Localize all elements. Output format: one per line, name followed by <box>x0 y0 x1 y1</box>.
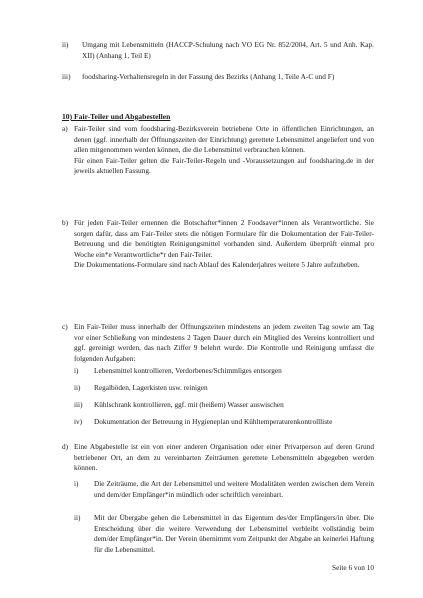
list-item <box>74 417 374 428</box>
paragraph-d <box>62 442 374 474</box>
paragraph-text: Fair-Teiler sind vom foodsharing-Bezirksverein betriebene Orte in öffentlichen Einrichtungen, an denen (ggf. innerhalb der Öffnungszeiten der Einrichtung) gerettete Lebensmittel angeliefert und von allen mitgenommen werden können, die die Lebensmittel verbrauchen können. <box>74 124 374 155</box>
list-item <box>62 40 374 61</box>
paragraph-label: a) <box>62 124 68 133</box>
page-number: Seite 6 von 10 <box>332 563 374 572</box>
item-number: ii) <box>62 40 69 49</box>
paragraph-text: Eine Abgabestelle ist ein von einer anderen Organisation oder einer Privatperson auf deren Grund betriebener Ort, an dem zu vereinbarten Zeiträumen gerettete Lebensmitteln abgegeben werden können. <box>74 442 374 473</box>
item-number: iv) <box>74 417 83 426</box>
list-item <box>62 72 374 83</box>
item-text: Regalböden, Lagerkisten usw. reinigen <box>94 383 208 392</box>
paragraph-label: b) <box>62 218 69 227</box>
item-number: iii) <box>62 72 71 81</box>
paragraph-text: Für jeden Fair-Teiler ernennen die Botschafter*innen 2 Foodsaver*innen als Verantwortliche. Sie sorgen dafür, dass am Fair-Teiler stets die nötigen Formulare für die Dokumentation der Fair-Teiler-Betreuung und die benötigten Reinigungsmittel vorhanden sind. Außerdem überprüft einmal pro Woche ein*e Verantwortliche*r den Fair-Teiler. <box>74 218 374 259</box>
paragraph-b <box>62 218 374 271</box>
item-text: Umgang mit Lebensmitteln (HACCP-Schulung nach VO EG Nr. 852/2004, Art. 5 und Anh. Kap. XII) (Anhang 1, Teil E) <box>82 40 374 60</box>
list-item <box>74 479 374 500</box>
paragraph-text: Für einen Fair-Teiler gelten die Fair-Teiler-Regeln und -Voraussetzungen auf foodsharing.de in der jeweils aktuellen Fassung. <box>74 155 374 176</box>
item-number: ii) <box>74 383 81 392</box>
paragraph-label: c) <box>62 322 68 331</box>
item-text: Dokumentation der Betreuung in Hygieneplan und Kühltemperaturenkontrollliste <box>94 417 333 426</box>
paragraph-label: d) <box>62 442 69 451</box>
list-item <box>74 383 374 394</box>
paragraph-a <box>62 124 374 177</box>
item-text: Die Zeiträume, die Art der Lebensmittel und weitere Modalitäten werden zwischen dem Verein und dem/der Empfänger*in mündlich oder schriftlich vereinbart. <box>94 479 374 499</box>
list-item <box>74 513 374 555</box>
section-heading: 10) Fair-Teiler und Abgabestellen <box>62 112 171 121</box>
list-item <box>74 400 374 411</box>
list-item <box>74 366 374 377</box>
item-text: Kühlschrank kontrollieren, ggf. mit (heißem) Wasser auswischen <box>94 400 284 409</box>
item-text: Lebensmittel kontrollieren, Verdorbenes/Schimmliges entsorgen <box>94 366 282 375</box>
item-number: i) <box>74 366 79 375</box>
paragraph-c <box>62 322 374 364</box>
item-text: foodsharing-Verhaltensregeln in der Fassung des Bezirks (Anhang 1, Teile A-C und F) <box>82 72 335 81</box>
item-number: iii) <box>74 400 83 409</box>
item-number: ii) <box>74 513 81 522</box>
item-number: i) <box>74 479 79 488</box>
item-text: Mit der Übergabe gehen die Lebensmittel in das Eigentum des/der Empfängers/in über. Die Entscheidung über die weitere Verwendung der Lebensmittel verbleibt vollständig beim dem/der Empfänger*in. Der Verein übernimmt vom Zeitpunkt der Abgabe an keinerlei Haftung für die Lebensmittel. <box>94 513 374 554</box>
paragraph-text: Ein Fair-Teiler muss innerhalb der Öffnungszeiten mindestens an jedem zweiten Tag sowie am Tag vor einer Schließung von mindestens 2 Tagen Dauer durch ein Mitglied des Vereins kontrolliert und ggf. gereinigt werden, das nach Ziffer 9 belehrt wurde. Die Kontrolle und Reinigung umfasst die folgenden Aufgaben: <box>74 322 374 363</box>
paragraph-text: Die Dokumentations-Formulare sind nach Ablauf des Kalenderjahres weitere 5 Jahre aufzuheben. <box>74 260 360 270</box>
